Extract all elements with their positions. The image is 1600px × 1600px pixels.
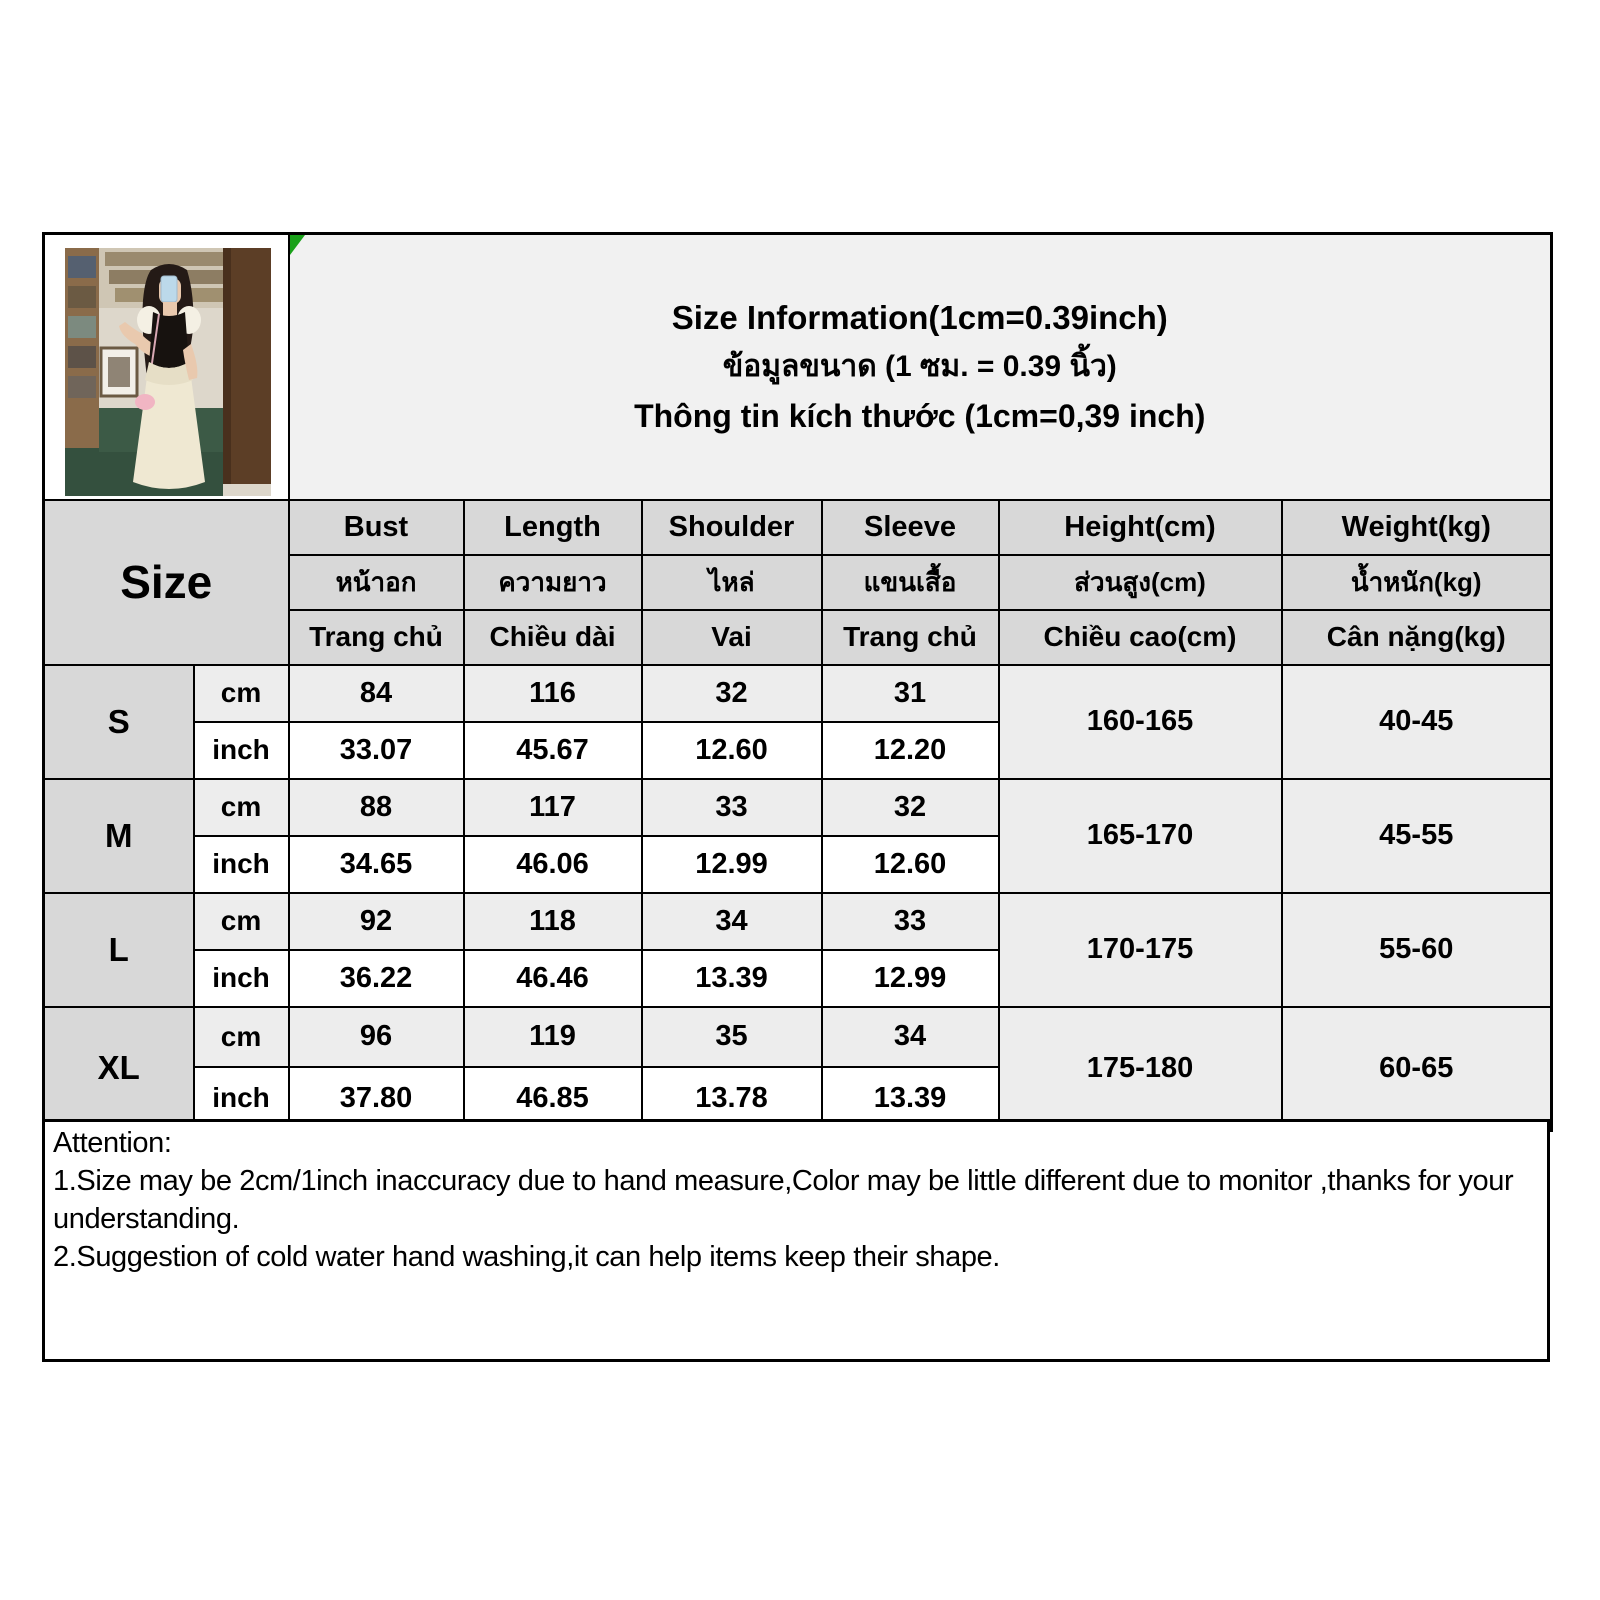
m-cm-shoulder: 33 <box>642 779 822 836</box>
unit-label-inch: inch <box>194 722 289 779</box>
row-size-m: M <box>44 779 194 893</box>
col-header-length-en: Length <box>464 500 642 555</box>
l-cm-sleeve: 33 <box>822 893 999 950</box>
l-inch-shoulder: 13.39 <box>642 950 822 1007</box>
s-weight: 40-45 <box>1282 665 1552 779</box>
s-height: 160-165 <box>999 665 1282 779</box>
title-thai: ข้อมูลขนาด (1 ซม. = 0.39 นิ้ว) <box>722 349 1117 383</box>
s-cm-sleeve: 31 <box>822 665 999 722</box>
unit-label-cm: cm <box>194 779 289 836</box>
col-header-length-vi: Chiều dài <box>464 610 642 665</box>
xl-weight: 60-65 <box>1282 1007 1552 1131</box>
s-cm-bust: 84 <box>289 665 464 722</box>
s-inch-sleeve: 12.20 <box>822 722 999 779</box>
col-header-height-en: Height(cm) <box>999 500 1282 555</box>
xl-inch-bust: 37.80 <box>289 1067 464 1131</box>
m-inch-bust: 34.65 <box>289 836 464 893</box>
l-cm-shoulder: 34 <box>642 893 822 950</box>
s-inch-bust: 33.07 <box>289 722 464 779</box>
l-cm-length: 118 <box>464 893 642 950</box>
row-size-xl: XL <box>44 1007 194 1131</box>
cell-corner-marker-icon <box>290 235 305 255</box>
col-header-sleeve-th: แขนเสื้อ <box>822 555 999 610</box>
m-inch-length: 46.06 <box>464 836 642 893</box>
attention-note-1: 1.Size may be 2cm/1inch inaccuracy due to hand measure,Color may be little different due to monitor ,thanks for your understanding. <box>53 1165 1514 1235</box>
l-inch-length: 46.46 <box>464 950 642 1007</box>
unit-label-inch: inch <box>194 950 289 1007</box>
col-header-shoulder-vi: Vai <box>642 610 822 665</box>
s-inch-length: 45.67 <box>464 722 642 779</box>
col-header-weight-th: น้ำหนัก(kg) <box>1282 555 1552 610</box>
unit-label-cm: cm <box>194 893 289 950</box>
m-cm-sleeve: 32 <box>822 779 999 836</box>
col-header-bust-en: Bust <box>289 500 464 555</box>
size-header: Size <box>44 500 289 665</box>
xl-cm-sleeve: 34 <box>822 1007 999 1067</box>
product-photo-cell <box>44 234 289 500</box>
col-header-weight-vi: Cân nặng(kg) <box>1282 610 1552 665</box>
xl-cm-length: 119 <box>464 1007 642 1067</box>
col-header-height-vi: Chiều cao(cm) <box>999 610 1282 665</box>
col-header-shoulder-en: Shoulder <box>642 500 822 555</box>
title-cell <box>289 234 1552 500</box>
attention-note-2: 2.Suggestion of cold water hand washing,it can help items keep their shape. <box>53 1241 1000 1273</box>
m-cm-length: 117 <box>464 779 642 836</box>
l-height: 170-175 <box>999 893 1282 1007</box>
xl-inch-length: 46.85 <box>464 1067 642 1131</box>
xl-cm-shoulder: 35 <box>642 1007 822 1067</box>
l-cm-bust: 92 <box>289 893 464 950</box>
xl-height: 175-180 <box>999 1007 1282 1131</box>
title-vietnamese: Thông tin kích thước (1cm=0,39 inch) <box>634 397 1206 434</box>
l-inch-sleeve: 12.99 <box>822 950 999 1007</box>
l-inch-bust: 36.22 <box>289 950 464 1007</box>
size-table <box>42 232 1553 1132</box>
row-size-l: L <box>44 893 194 1007</box>
product-photo <box>65 248 271 496</box>
col-header-sleeve-en: Sleeve <box>822 500 999 555</box>
col-header-weight-en: Weight(kg) <box>1282 500 1552 555</box>
m-height: 165-170 <box>999 779 1282 893</box>
m-cm-bust: 88 <box>289 779 464 836</box>
col-header-sleeve-vi: Trang chủ <box>822 610 999 665</box>
m-weight: 45-55 <box>1282 779 1552 893</box>
row-size-s: S <box>44 665 194 779</box>
unit-label-inch: inch <box>194 836 289 893</box>
l-weight: 55-60 <box>1282 893 1552 1007</box>
s-cm-length: 116 <box>464 665 642 722</box>
attention-box <box>42 1119 1550 1362</box>
s-inch-shoulder: 12.60 <box>642 722 822 779</box>
unit-label-cm: cm <box>194 665 289 722</box>
m-inch-shoulder: 12.99 <box>642 836 822 893</box>
product-photo-image <box>65 248 271 496</box>
xl-inch-sleeve: 13.39 <box>822 1067 999 1131</box>
col-header-bust-th: หน้าอก <box>289 555 464 610</box>
title-english: Size Information(1cm=0.39inch) <box>671 298 1168 336</box>
col-header-bust-vi: Trang chủ <box>289 610 464 665</box>
s-cm-shoulder: 32 <box>642 665 822 722</box>
unit-label-cm: cm <box>194 1007 289 1067</box>
xl-cm-bust: 96 <box>289 1007 464 1067</box>
col-header-length-th: ความยาว <box>464 555 642 610</box>
unit-label-inch: inch <box>194 1067 289 1131</box>
m-inch-sleeve: 12.60 <box>822 836 999 893</box>
col-header-height-th: ส่วนสูง(cm) <box>999 555 1282 610</box>
attention-heading: Attention: <box>53 1127 172 1159</box>
col-header-shoulder-th: ไหล่ <box>642 555 822 610</box>
xl-inch-shoulder: 13.78 <box>642 1067 822 1131</box>
